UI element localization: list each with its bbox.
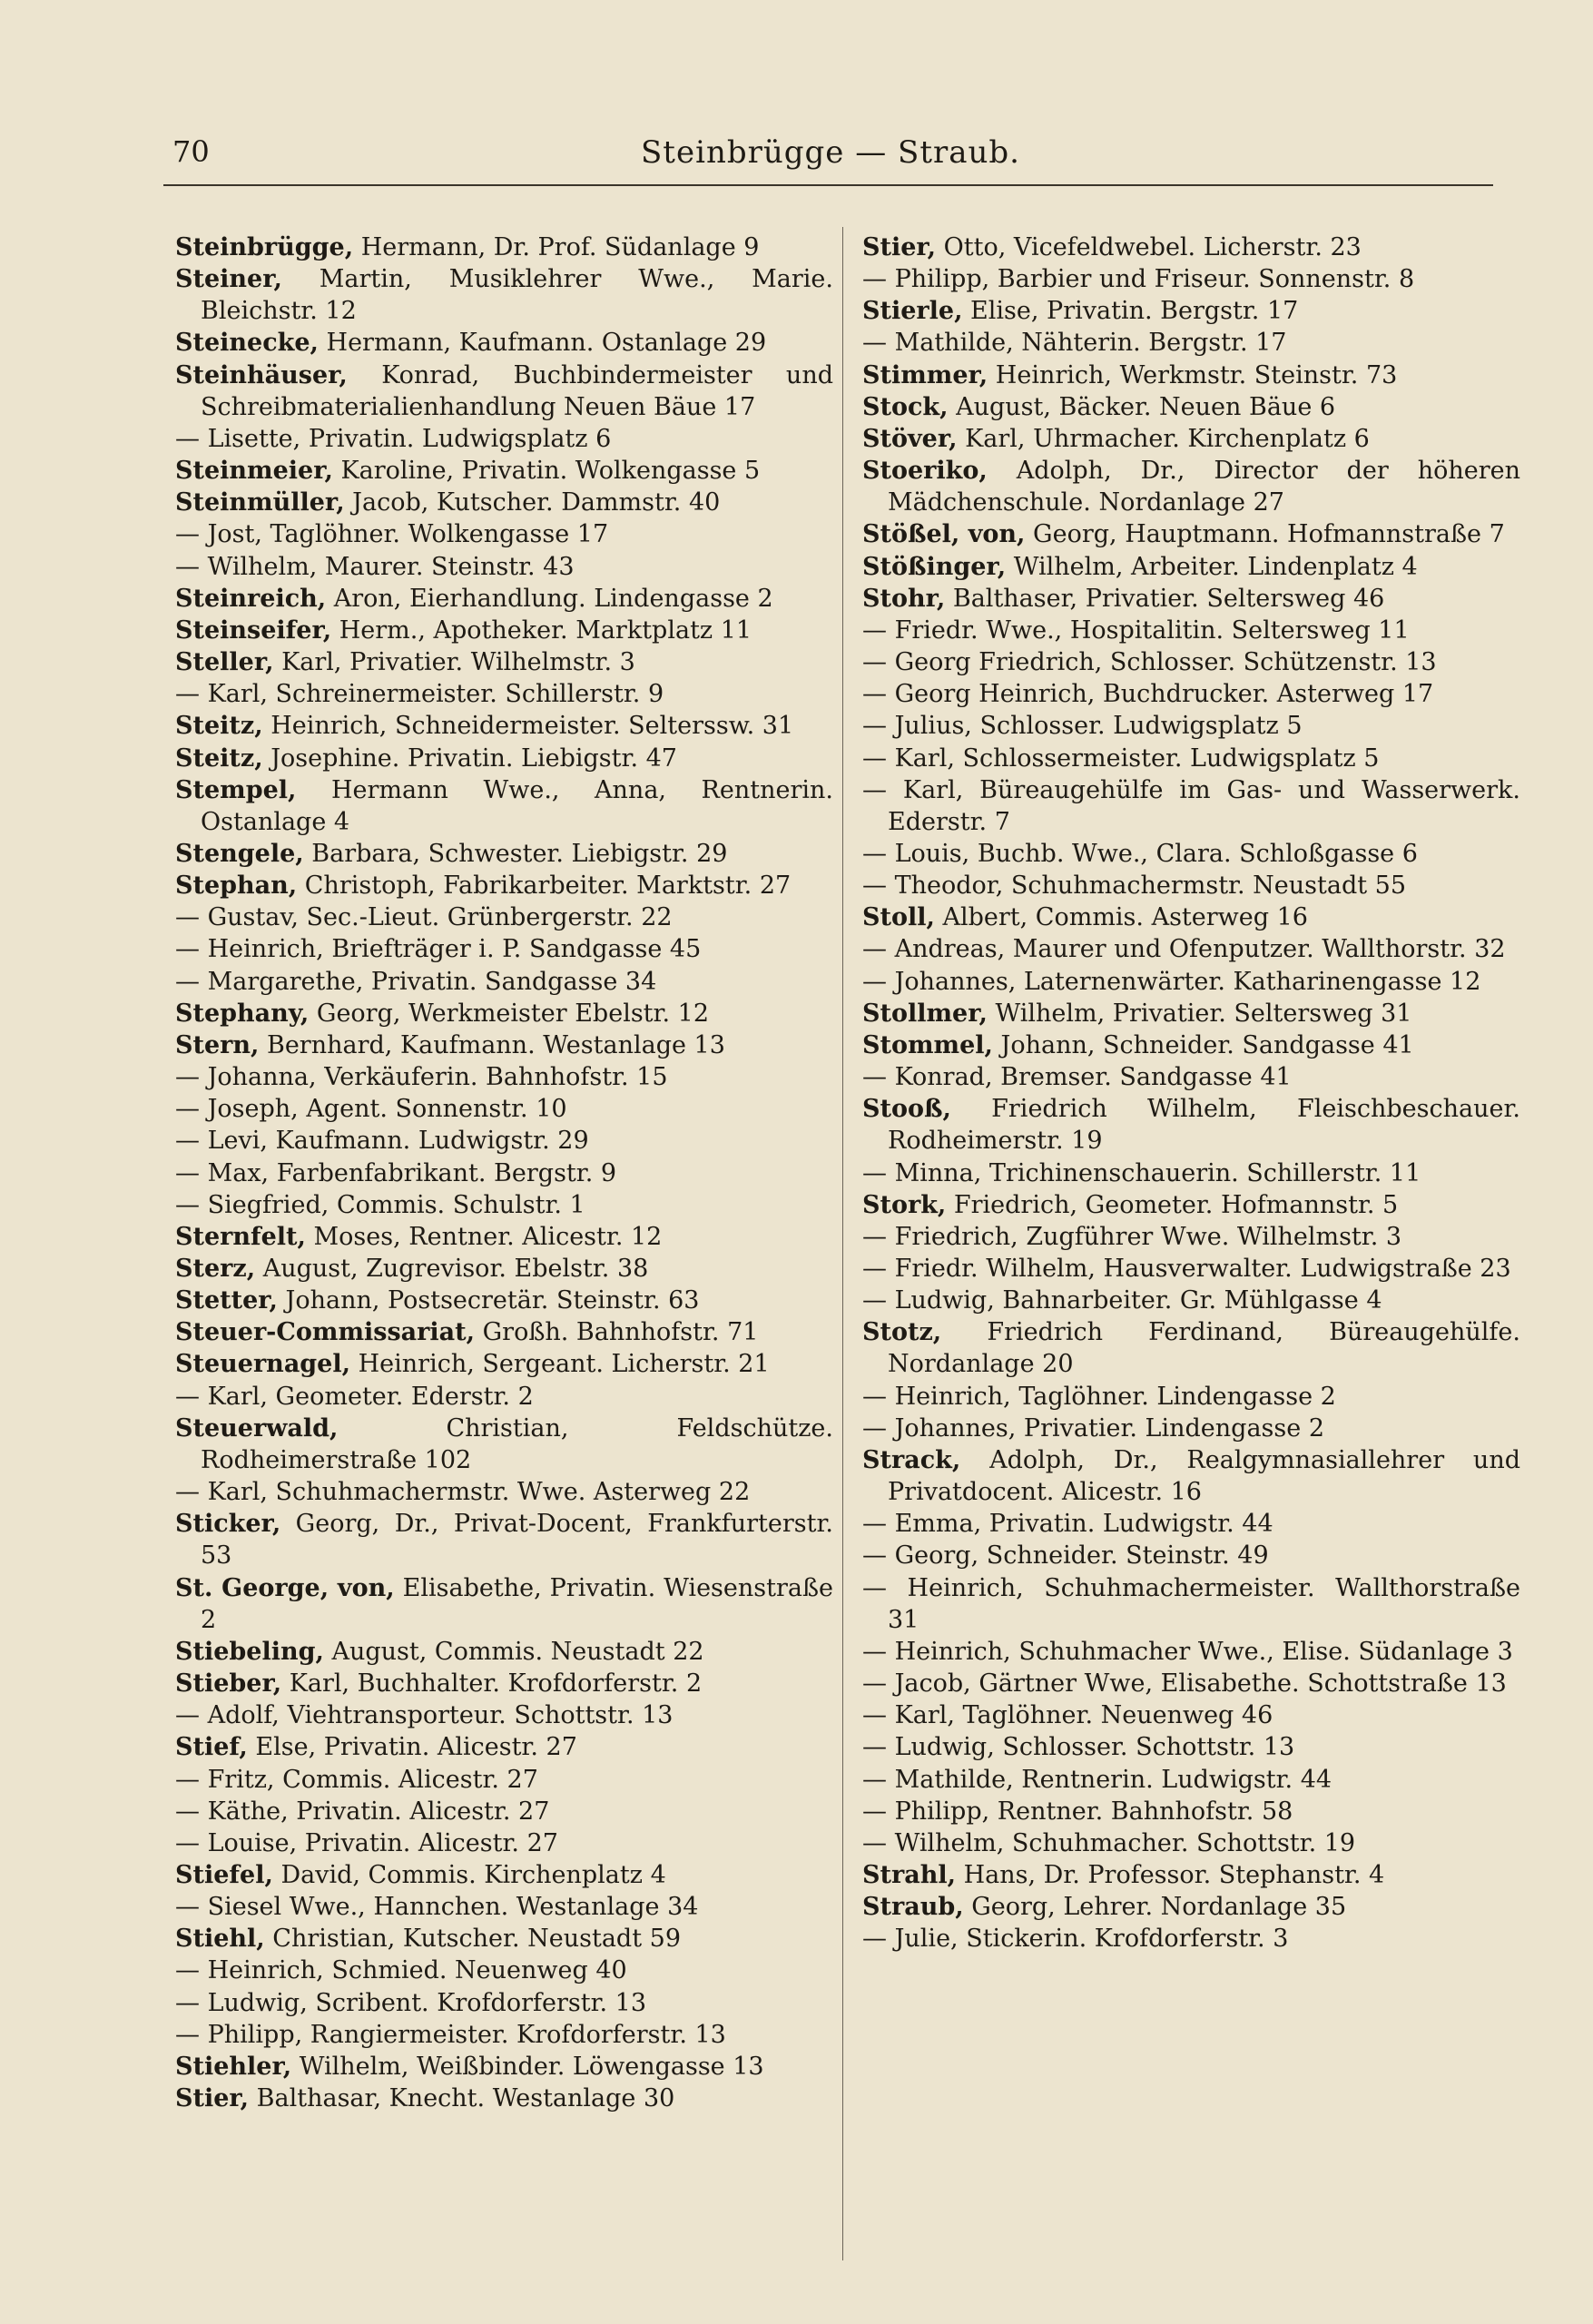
- entry-details: — Philipp, Rangiermeister. Krofdorferstr. 13: [175, 2020, 726, 2049]
- entry-details: David, Commis. Kirchenplatz 4: [272, 1860, 666, 1889]
- entry-surname: Steller,: [175, 648, 274, 677]
- entry-details: Bernhard, Kaufmann. Westanlage 13: [259, 1030, 725, 1059]
- entry-surname: Steinmeier,: [175, 457, 333, 486]
- entry-details: August, Bäcker. Neuen Bäue 6: [948, 392, 1336, 421]
- directory-entry: [175, 1859, 833, 1891]
- directory-entry: [175, 1221, 833, 1253]
- directory-entry: [175, 998, 833, 1029]
- directory-entry: [175, 583, 833, 615]
- directory-entry: [175, 1061, 833, 1093]
- entry-details: Albert, Commis. Asterweg 16: [934, 903, 1308, 932]
- entry-details: Jacob, Kutscher. Dammstr. 40: [344, 488, 721, 517]
- directory-entry: [862, 1444, 1520, 1508]
- entry-details: Wilhelm, Privatier. Seltersweg 31: [987, 999, 1412, 1028]
- entry-details: — Heinrich, Schmied. Neuenweg 40: [175, 1956, 627, 1985]
- entry-surname: Stern,: [175, 1030, 260, 1059]
- entry-details: — Lisette, Privatin. Ludwigsplatz 6: [175, 424, 612, 453]
- directory-entry: [175, 1668, 833, 1699]
- entry-details: — Fritz, Commis. Alicestr. 27: [175, 1765, 538, 1794]
- directory-entry: [175, 1764, 833, 1796]
- entry-details: — Heinrich, Briefträger i. P. Sandgasse 45: [175, 935, 702, 964]
- entry-details: Hermann Wwe., Anna, Rentnerin. Ostanlage 4: [201, 775, 833, 836]
- entry-details: Friedrich Ferdinand, Büreaugehülfe. Nordanlage 20: [888, 1318, 1520, 1379]
- entry-surname: Stierle,: [862, 297, 963, 326]
- directory-entry: [175, 710, 833, 742]
- entry-surname: Stooß,: [862, 1095, 951, 1124]
- directory-entry: [175, 2019, 833, 2051]
- entry-details: Else, Privatin. Alicestr. 27: [247, 1733, 577, 1762]
- entry-details: — Friedr. Wilhelm, Hausverwalter. Ludwigstraße 23: [862, 1255, 1511, 1283]
- directory-entry: [175, 774, 833, 838]
- entry-details: — Heinrich, Schuhmachermeister. Wallthorstraße 31: [862, 1573, 1520, 1634]
- entry-surname: Stotz,: [862, 1318, 942, 1347]
- directory-entry: [175, 966, 833, 998]
- directory-entry: [862, 1316, 1520, 1380]
- directory-entry: [862, 1636, 1520, 1668]
- directory-entry: [175, 743, 833, 774]
- directory-entry: [862, 1061, 1520, 1093]
- directory-entry: [862, 1859, 1520, 1891]
- entry-details: Herm., Apotheker. Marktplatz 11: [331, 615, 752, 645]
- directory-entry: [862, 295, 1520, 327]
- entry-details: — Philipp, Barbier und Friseur. Sonnenstr. 8: [862, 265, 1415, 294]
- directory-entry: [175, 231, 833, 263]
- entry-details: — Karl, Schreinermeister. Schillerstr. 9: [175, 680, 664, 709]
- entry-details: — Siegfried, Commis. Schulstr. 1: [175, 1190, 585, 1219]
- directory-entry: [175, 1348, 833, 1380]
- entry-details: Josephine. Privatin. Liebigstr. 47: [262, 743, 677, 773]
- entry-surname: Steinmüller,: [175, 488, 345, 517]
- page-header: [172, 134, 1489, 178]
- entry-details: Heinrich, Schneidermeister. Selterssw. 31: [262, 712, 794, 741]
- entry-surname: Stiefel,: [175, 1860, 273, 1889]
- directory-entry: [862, 1540, 1520, 1571]
- entry-surname: Stößinger,: [862, 552, 1007, 581]
- entry-surname: Stephany,: [175, 999, 310, 1028]
- directory-entry: [862, 1285, 1520, 1316]
- directory-entry: [175, 1125, 833, 1157]
- left-column: [175, 231, 833, 2114]
- entry-details: — Joseph, Agent. Sonnenstr. 10: [175, 1095, 567, 1124]
- entry-details: Friedrich, Geometer. Hofmannstr. 5: [946, 1190, 1399, 1219]
- entry-details: — Margarethe, Privatin. Sandgasse 34: [175, 967, 657, 996]
- entry-details: Balthasar, Knecht. Westanlage 30: [249, 2084, 675, 2113]
- directory-entry: [175, 1316, 833, 1348]
- directory-entry: [175, 1987, 833, 2019]
- entry-surname: Stimmer,: [862, 360, 988, 389]
- entry-surname: Stößel, von,: [862, 520, 1026, 549]
- column-divider: [842, 227, 843, 2260]
- entry-surname: Strahl,: [862, 1860, 956, 1889]
- entry-details: Johann, Postsecretär. Steinstr. 63: [277, 1286, 700, 1315]
- entry-details: — Philipp, Rentner. Bahnhofstr. 58: [862, 1797, 1293, 1826]
- directory-entry: [175, 1189, 833, 1221]
- entry-details: — Ludwig, Bahnarbeiter. Gr. Mühlgasse 4: [862, 1286, 1382, 1315]
- directory-entry: [175, 1253, 833, 1285]
- directory-entry: [862, 615, 1520, 646]
- entry-details: — Louise, Privatin. Alicestr. 27: [175, 1828, 558, 1857]
- entry-details: — Friedr. Wwe., Hospitalitin. Seltersweg 11: [862, 615, 1410, 645]
- entry-surname: Stephan,: [175, 872, 298, 901]
- directory-entry: [862, 1253, 1520, 1285]
- entry-surname: Steinbrügge,: [175, 233, 354, 261]
- directory-entry: [862, 710, 1520, 742]
- entry-details: — Louis, Buchb. Wwe., Clara. Schloßgasse 6: [862, 839, 1418, 868]
- entry-surname: Stier,: [862, 233, 937, 261]
- entry-details: Hermann, Kaufmann. Ostanlage 29: [318, 329, 767, 358]
- directory-entry: [175, 359, 833, 423]
- directory-entry: [862, 933, 1520, 965]
- entry-details: — Andreas, Maurer und Ofenputzer. Wallthorstr. 32: [862, 935, 1506, 964]
- directory-entry: [862, 263, 1520, 295]
- running-head: Steinbrügge — Straub.: [641, 134, 1020, 171]
- directory-entry: [175, 455, 833, 487]
- entry-details: — Adolf, Viehtransporteur. Schottstr. 13: [175, 1701, 674, 1730]
- entry-details: — Konrad, Bremser. Sandgasse 41: [862, 1063, 1292, 1092]
- entry-surname: Stoll,: [862, 903, 935, 932]
- entry-surname: Stempel,: [175, 775, 297, 804]
- entry-surname: Steinhäuser,: [175, 360, 348, 389]
- directory-entry: [862, 1508, 1520, 1540]
- directory-entry: [862, 1413, 1520, 1444]
- entry-surname: Straub,: [862, 1893, 964, 1922]
- entry-details: Christoph, Fabrikarbeiter. Marktstr. 27: [297, 872, 792, 901]
- entry-details: Elisabethe, Privatin. Wiesenstraße 2: [201, 1573, 833, 1634]
- entry-details: — Karl, Schlossermeister. Ludwigsplatz 5: [862, 743, 1380, 773]
- entry-surname: Stengele,: [175, 839, 304, 868]
- entry-details: Georg, Hauptmann. Hofmannstraße 7: [1025, 520, 1505, 549]
- directory-entry: [862, 1668, 1520, 1699]
- entry-details: — Gustav, Sec.-Lieut. Grünbergerstr. 22: [175, 903, 673, 932]
- directory-entry: [862, 391, 1520, 423]
- entry-details: — Max, Farbenfabrikant. Bergstr. 9: [175, 1158, 617, 1187]
- entry-details: Georg, Werkmeister Ebelstr. 12: [309, 999, 709, 1028]
- entry-details: Martin, Musiklehrer Wwe., Marie. Bleichstr. 12: [201, 265, 833, 326]
- entry-details: — Karl, Taglöhner. Neuenweg 46: [862, 1701, 1273, 1730]
- entry-details: — Heinrich, Taglöhner. Lindengasse 2: [862, 1382, 1336, 1411]
- entry-details: — Minna, Trichinenschauerin. Schillerstr. 11: [862, 1158, 1421, 1187]
- entry-details: Elise, Privatin. Bergstr. 17: [962, 297, 1299, 326]
- entry-surname: Sternfelt,: [175, 1222, 306, 1251]
- entry-details: Otto, Vicefeldwebel. Licherstr. 23: [936, 233, 1362, 261]
- entry-details: — Käthe, Privatin. Alicestr. 27: [175, 1797, 550, 1826]
- directory-entry: [175, 1699, 833, 1731]
- directory-entry: [175, 615, 833, 646]
- entry-details: — Jacob, Gärtner Wwe, Elisabethe. Schottstraße 13: [862, 1669, 1507, 1699]
- directory-entry: [862, 966, 1520, 998]
- directory-entry: [175, 1572, 833, 1636]
- directory-entry: [175, 1955, 833, 1986]
- entry-surname: Steinecke,: [175, 329, 319, 358]
- directory-entry: [862, 1699, 1520, 1731]
- entry-details: Johann, Schneider. Sandgasse 41: [992, 1030, 1414, 1059]
- directory-entry: [175, 2083, 833, 2114]
- directory-entry: [175, 551, 833, 583]
- entry-details: — Johannes, Laternenwärter. Katharinengasse 12: [862, 967, 1481, 996]
- directory-entry: [175, 870, 833, 901]
- directory-entry: [175, 518, 833, 550]
- directory-entry: [862, 231, 1520, 263]
- directory-entry: [175, 678, 833, 710]
- directory-entry: [175, 423, 833, 455]
- entry-details: Karl, Buchhalter. Krofdorferstr. 2: [281, 1669, 703, 1699]
- entry-details: — Ludwig, Schlosser. Schottstr. 13: [862, 1733, 1295, 1762]
- directory-entry: [175, 1093, 833, 1125]
- entry-details: Georg, Dr., Privat-Docent, Frankfurterstr. 53: [201, 1510, 833, 1571]
- directory-entry: [175, 646, 833, 678]
- entry-surname: Stiehl,: [175, 1925, 265, 1954]
- entry-details: Wilhelm, Weißbinder. Löwengasse 13: [291, 2052, 764, 2081]
- directory-entry: [862, 774, 1520, 838]
- entry-surname: Sterz,: [175, 1255, 256, 1283]
- entry-surname: Stier,: [175, 2084, 250, 2113]
- directory-entry: [862, 327, 1520, 359]
- entry-details: — Georg Heinrich, Buchdrucker. Asterweg 17: [862, 680, 1434, 709]
- entry-details: Hermann, Dr. Prof. Südanlage 9: [353, 233, 760, 261]
- entry-details: — Georg, Schneider. Steinstr. 49: [862, 1541, 1269, 1571]
- entry-details: — Wilhelm, Maurer. Steinstr. 43: [175, 552, 575, 581]
- entry-details: — Karl, Büreaugehülfe im Gas- und Wasserwerk. Ederstr. 7: [862, 775, 1520, 836]
- directory-entry: [862, 1731, 1520, 1763]
- directory-entry: [175, 1157, 833, 1189]
- directory-entry: [862, 838, 1520, 870]
- entry-details: Karl, Privatier. Wilhelmstr. 3: [273, 648, 635, 677]
- entry-details: Moses, Rentner. Alicestr. 12: [305, 1222, 663, 1251]
- entry-details: — Mathilde, Nähterin. Bergstr. 17: [862, 329, 1287, 358]
- entry-surname: Steuer-Commissariat,: [175, 1318, 476, 1347]
- directory-entry: [862, 646, 1520, 678]
- entry-details: — Karl, Schuhmachermstr. Wwe. Asterweg 22: [175, 1478, 751, 1507]
- entry-details: Adolph, Dr., Director der höheren Mädchenschule. Nordanlage 27: [888, 457, 1520, 517]
- entry-details: — Wilhelm, Schuhmacher. Schottstr. 19: [862, 1828, 1356, 1857]
- directory-entry: [862, 1029, 1520, 1061]
- directory-entry: [175, 838, 833, 870]
- entry-details: Balthaser, Privatier. Seltersweg 46: [945, 584, 1385, 613]
- entry-details: — Heinrich, Schuhmacher Wwe., Elise. Südanlage 3: [862, 1637, 1513, 1666]
- directory-entry: [175, 1891, 833, 1923]
- header-rule: [163, 184, 1493, 186]
- directory-entry: [862, 1189, 1520, 1221]
- entry-details: August, Zugrevisor. Ebelstr. 38: [255, 1255, 649, 1283]
- directory-entry: [862, 901, 1520, 933]
- directory-entry: [862, 583, 1520, 615]
- directory-entry: [862, 455, 1520, 518]
- directory-entry: [862, 1157, 1520, 1189]
- directory-entry: [862, 1764, 1520, 1796]
- entry-details: Adolph, Dr., Realgymnasiallehrer und Privatdocent. Alicestr. 16: [888, 1445, 1520, 1507]
- directory-entry: [862, 1221, 1520, 1253]
- directory-entry: [175, 2051, 833, 2083]
- directory-entry: [175, 1796, 833, 1827]
- entry-details: — Ludwig, Scribent. Krofdorferstr. 13: [175, 1988, 647, 2017]
- entry-details: — Johannes, Privatier. Lindengasse 2: [862, 1413, 1324, 1443]
- directory-entry: [175, 1476, 833, 1508]
- entry-details: — Friedrich, Zugführer Wwe. Wilhelmstr. 3: [862, 1222, 1402, 1251]
- entry-surname: Stork,: [862, 1190, 947, 1219]
- directory-entry: [175, 327, 833, 359]
- entry-details: Aron, Eierhandlung. Lindengasse 2: [326, 584, 773, 613]
- entry-details: — Georg Friedrich, Schlosser. Schützenstr. 13: [862, 648, 1437, 677]
- entry-details: — Levi, Kaufmann. Ludwigstr. 29: [175, 1127, 589, 1156]
- entry-details: — Mathilde, Rentnerin. Ludwigstr. 44: [862, 1765, 1332, 1794]
- entry-surname: Stollmer,: [862, 999, 988, 1028]
- entry-surname: Steiner,: [175, 265, 282, 294]
- entry-details: Georg, Lehrer. Nordanlage 35: [963, 1893, 1347, 1922]
- entry-surname: Steitz,: [175, 743, 263, 773]
- directory-entry: [862, 423, 1520, 455]
- directory-entry: [862, 1891, 1520, 1923]
- entry-surname: Stiebeling,: [175, 1637, 324, 1666]
- directory-entry: [862, 1572, 1520, 1636]
- entry-details: Wilhelm, Arbeiter. Lindenplatz 4: [1006, 552, 1418, 581]
- entry-surname: Stock,: [862, 392, 949, 421]
- entry-details: — Julie, Stickerin. Krofdorferstr. 3: [862, 1925, 1289, 1954]
- directory-entry: [175, 1029, 833, 1061]
- entry-details: Karl, Uhrmacher. Kirchenplatz 6: [957, 424, 1370, 453]
- directory-entry: [862, 1827, 1520, 1859]
- entry-details: Konrad, Buchbindermeister und Schreibmaterialienhandlung Neuen Bäue 17: [201, 360, 833, 421]
- entry-surname: Stief,: [175, 1733, 248, 1762]
- entry-details: Christian, Kutscher. Neustadt 59: [264, 1925, 682, 1954]
- entry-details: Barbara, Schwester. Liebigstr. 29: [303, 839, 728, 868]
- directory-entry: [862, 1923, 1520, 1955]
- directory-entry: [862, 551, 1520, 583]
- directory-entry: [175, 901, 833, 933]
- entry-details: — Julius, Schlosser. Ludwigsplatz 5: [862, 712, 1303, 741]
- directory-entry: [175, 487, 833, 518]
- directory-entry: [175, 1508, 833, 1571]
- entry-details: Hans, Dr. Professor. Stephanstr. 4: [955, 1860, 1385, 1889]
- directory-entry: [175, 933, 833, 965]
- entry-details: Heinrich, Sergeant. Licherstr. 21: [350, 1350, 770, 1379]
- directory-entry: [175, 1381, 833, 1413]
- entry-surname: Stommel,: [862, 1030, 993, 1059]
- directory-entry: [175, 1923, 833, 1955]
- entry-surname: Steitz,: [175, 712, 263, 741]
- directory-entry: [862, 998, 1520, 1029]
- entry-surname: Stöver,: [862, 424, 958, 453]
- directory-entry: [175, 1413, 833, 1476]
- right-column: [862, 231, 1520, 1955]
- entry-details: Großh. Bahnhofstr. 71: [475, 1318, 759, 1347]
- entry-surname: Sticker,: [175, 1510, 281, 1539]
- entry-details: Christian, Feldschütze. Rodheimerstraße 102: [201, 1413, 833, 1474]
- entry-details: Friedrich Wilhelm, Fleischbeschauer. Rodheimerstr. 19: [888, 1095, 1520, 1156]
- entry-surname: Stiehler,: [175, 2052, 292, 2081]
- entry-details: Karoline, Privatin. Wolkengasse 5: [332, 457, 761, 486]
- entry-surname: Steinreich,: [175, 584, 327, 613]
- directory-entry: [862, 359, 1520, 391]
- entry-surname: Steuerwald,: [175, 1413, 339, 1443]
- directory-entry: [862, 870, 1520, 901]
- entry-details: — Emma, Privatin. Ludwigstr. 44: [862, 1510, 1273, 1539]
- entry-details: August, Commis. Neustadt 22: [323, 1637, 704, 1666]
- entry-details: — Karl, Geometer. Ederstr. 2: [175, 1382, 534, 1411]
- entry-surname: Strack,: [862, 1445, 961, 1474]
- entry-details: — Johanna, Verkäuferin. Bahnhofstr. 15: [175, 1063, 668, 1092]
- directory-entry: [862, 743, 1520, 774]
- directory-entry: [862, 518, 1520, 550]
- directory-entry: [175, 263, 833, 327]
- entry-surname: Steinseifer,: [175, 615, 332, 645]
- directory-entry: [175, 1827, 833, 1859]
- directory-entry: [862, 1796, 1520, 1827]
- directory-entry: [175, 1731, 833, 1763]
- entry-surname: St. George, von,: [175, 1573, 395, 1602]
- page-number: 70: [172, 134, 210, 169]
- entry-details: — Jost, Taglöhner. Wolkengasse 17: [175, 520, 609, 549]
- entry-details: Heinrich, Werkmstr. Steinstr. 73: [988, 360, 1398, 389]
- directory-entry: [862, 1381, 1520, 1413]
- entry-details: — Theodor, Schuhmachermstr. Neustadt 55: [862, 872, 1407, 901]
- directory-entry: [175, 1285, 833, 1316]
- entry-details: — Siesel Wwe., Hannchen. Westanlage 34: [175, 1893, 699, 1922]
- directory-entry: [175, 1636, 833, 1668]
- entry-surname: Stohr,: [862, 584, 946, 613]
- entry-surname: Stoeriko,: [862, 457, 988, 486]
- entry-surname: Stieber,: [175, 1669, 282, 1699]
- directory-entry: [862, 1093, 1520, 1157]
- entry-surname: Stetter,: [175, 1286, 278, 1315]
- directory-entry: [862, 678, 1520, 710]
- entry-surname: Steuernagel,: [175, 1350, 351, 1379]
